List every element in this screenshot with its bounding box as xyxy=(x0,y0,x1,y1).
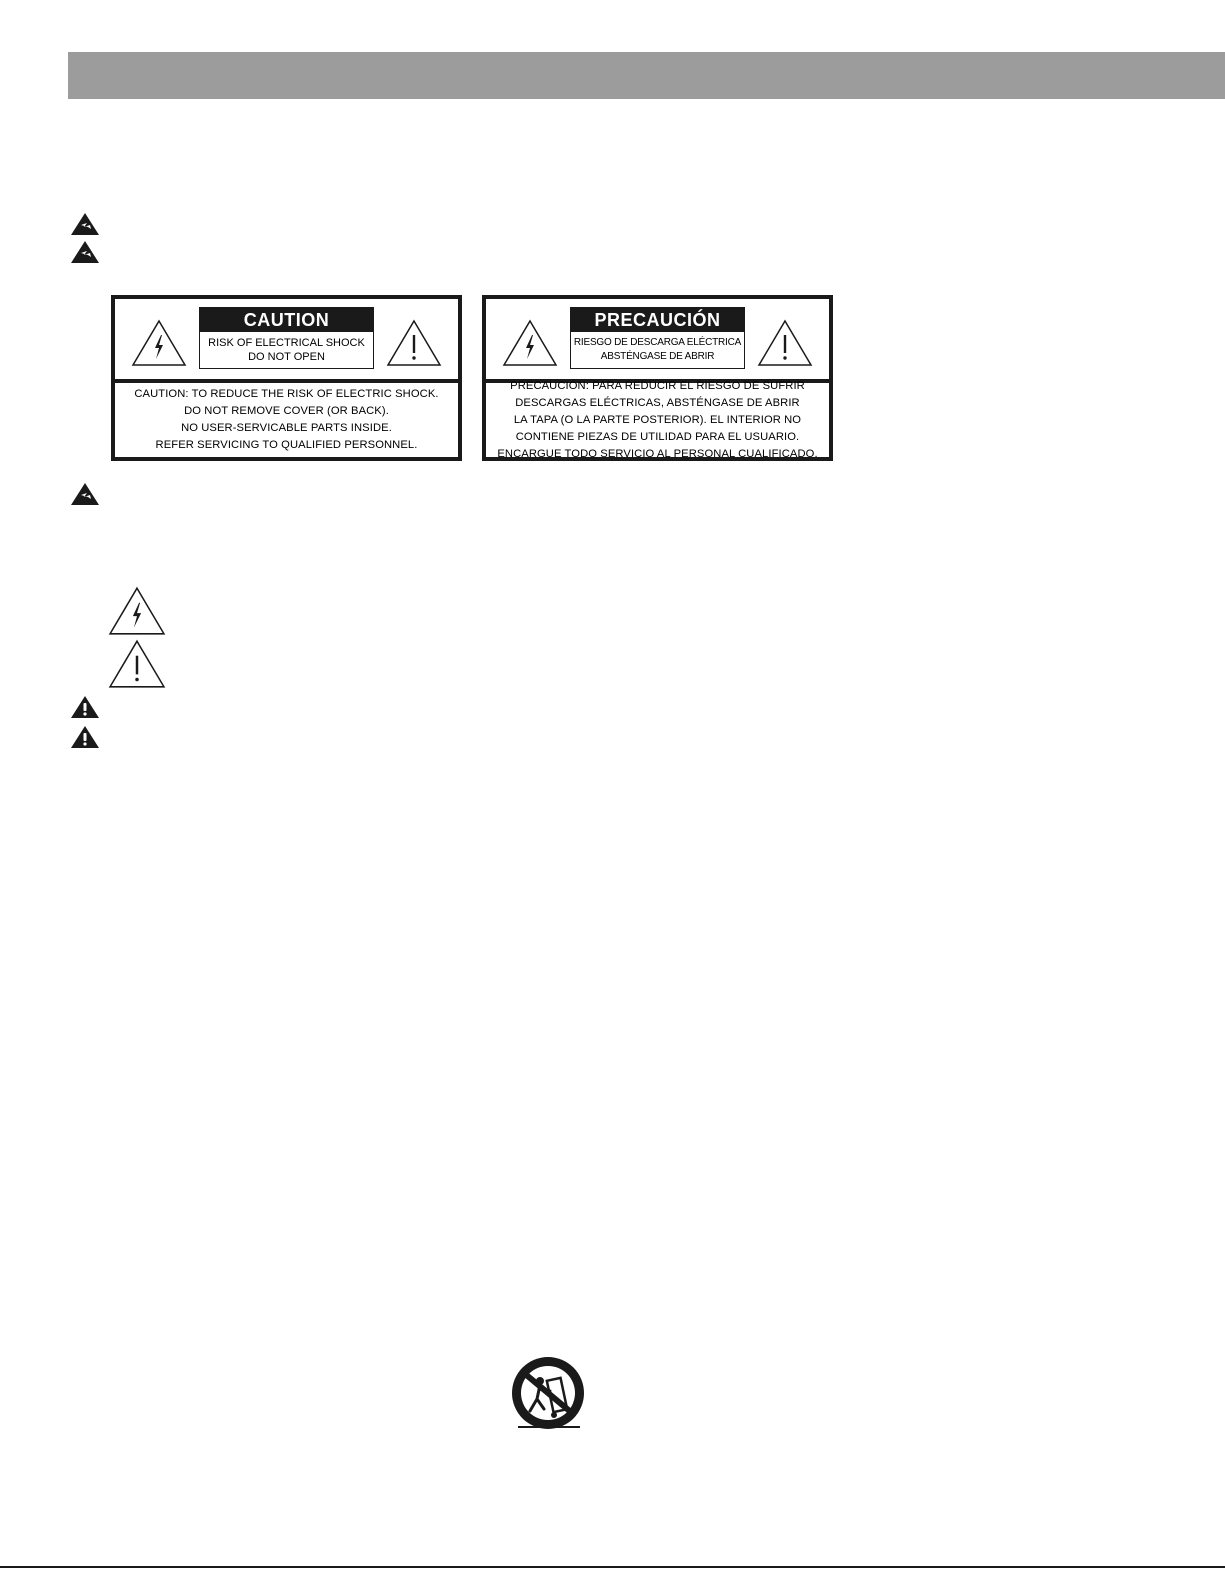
exclamation-triangle-icon xyxy=(386,319,442,367)
exclamation-bullet-icon xyxy=(70,725,100,749)
precaucion-body-line: LA TAPA (O LA PARTE POSTERIOR). EL INTERIOR NO xyxy=(513,413,802,426)
lightning-triangle-icon xyxy=(502,319,558,367)
precaucion-body-line: DESCARGAS ELÉCTRICAS, ABSTÉNGASE DE ABRIR xyxy=(515,396,800,409)
portable-cart-warning-icon xyxy=(510,1355,590,1435)
caution-body-line: CAUTION: TO REDUCE THE RISK OF ELECTRIC SHOCK. xyxy=(134,388,439,400)
precaucion-body-line: CONTIENE PIEZAS DE UTILIDAD PARA EL USUARIO. xyxy=(515,430,800,443)
lightning-bullet-icon xyxy=(70,482,100,506)
exclamation-triangle-icon xyxy=(757,319,813,367)
caution-label-english xyxy=(111,295,462,461)
precaucion-title: PRECAUCIÓN xyxy=(571,308,744,332)
footer-rule xyxy=(0,1566,1225,1568)
lightning-bullet-icon xyxy=(70,212,100,236)
exclamation-bullet-icon xyxy=(70,695,100,719)
precaucion-caption xyxy=(570,307,745,369)
caution-body-line: REFER SERVICING TO QUALIFIED PERSONNEL. xyxy=(155,439,418,451)
lightning-triangle-icon xyxy=(108,586,166,636)
caution-subtitle-line: RISK OF ELECTRICAL SHOCK xyxy=(208,337,365,349)
precaucion-body-line: PRECAUCIÓN: PARA REDUCIR EL RIESGO DE SUFRIR xyxy=(510,379,805,392)
caution-body-line: NO USER-SERVICABLE PARTS INSIDE. xyxy=(181,422,392,434)
caution-label-spanish xyxy=(482,295,833,461)
caution-title: CAUTION xyxy=(200,308,373,332)
lightning-bullet-icon xyxy=(70,240,100,264)
precaucion-subtitle-line: ABSTÉNGASE DE ABRIR xyxy=(600,351,715,362)
precaucion-subtitle-line: RIESGO DE DESCARGA ELÉCTRICA xyxy=(573,337,742,348)
lightning-triangle-icon xyxy=(131,319,187,367)
precaucion-body-line: ENCARGUE TODO SERVICIO AL PERSONAL CUALIFICADO. xyxy=(497,447,818,460)
caution-body-line: DO NOT REMOVE COVER (OR BACK). xyxy=(184,405,389,417)
caution-caption xyxy=(199,307,374,369)
header-bar xyxy=(68,52,1225,99)
caution-subtitle-line: DO NOT OPEN xyxy=(248,351,325,363)
exclamation-triangle-icon xyxy=(108,639,166,689)
